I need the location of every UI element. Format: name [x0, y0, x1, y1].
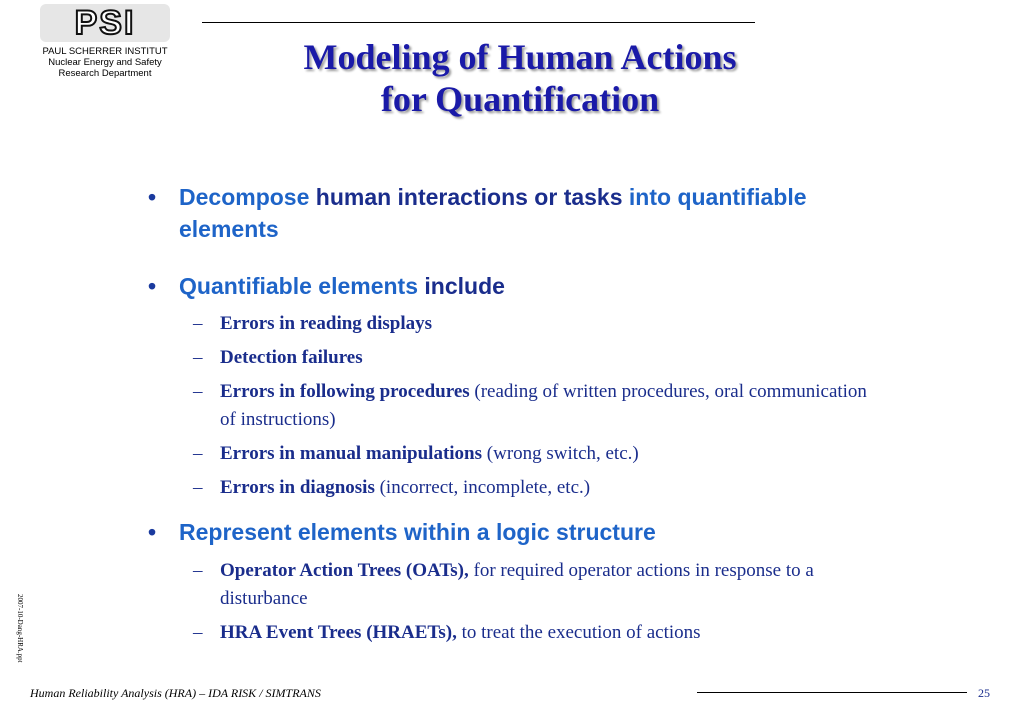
sub-item-bold: Errors in reading displays [220, 313, 433, 334]
bullet-text: Represent elements within a logic structure [179, 519, 656, 545]
dash-marker: – [193, 477, 203, 498]
sub-item-text [220, 310, 880, 338]
dash-marker: – [193, 347, 203, 368]
bullet-marker: • [148, 519, 157, 545]
institute-name: PAUL SCHERRER INSTITUT [42, 46, 168, 57]
footer-text: Human Reliability Analysis (HRA) – IDA RISK / SIMTRANS [30, 686, 321, 700]
sub-item-text [220, 619, 880, 647]
sub-item-bold: Errors in manual manipulations [220, 443, 483, 464]
footer-rule [697, 692, 967, 693]
sub-item-bold: HRA Event Trees (HRAETs), [220, 622, 457, 643]
sub-item-rest: (incorrect, incomplete, etc.) [374, 477, 591, 498]
sub-item-text [220, 474, 880, 502]
title-line-2: for Quantification [380, 79, 660, 119]
bullet-text-part: Quantifiable elements [179, 273, 425, 299]
bullet-text [179, 270, 859, 302]
header-rule [202, 22, 755, 23]
slide-title [200, 36, 840, 120]
title-line-1: Modeling of Human Actions [303, 37, 737, 77]
sub-item-text [220, 344, 880, 372]
page-number: 25 [978, 686, 990, 700]
bullet-text-part: include [424, 273, 505, 299]
sub-item-bold: Detection failures [220, 347, 363, 368]
bullet-text-part: into quantifiable elements [179, 184, 807, 242]
psi-logo-text: PSI [74, 4, 136, 42]
dash-marker: – [193, 560, 203, 581]
bullet-marker: • [148, 184, 157, 210]
sub-item-text [220, 557, 880, 613]
dash-marker: – [193, 443, 203, 464]
sub-item-bold: Errors in diagnosis [220, 477, 375, 498]
dash-marker: – [193, 381, 203, 402]
sub-item-bold: Operator Action Trees (OATs), [220, 560, 469, 581]
sub-item-rest: (wrong switch, etc.) [482, 443, 639, 464]
file-name-note: 2007-10-Dang-HRA.ppt [16, 594, 24, 663]
sub-item-text [220, 378, 880, 434]
sub-item-text [220, 440, 880, 468]
sub-item-rest: (reading of written procedures, oral communication of instructions) [220, 381, 867, 430]
bullet-marker: • [148, 273, 157, 299]
dash-marker: – [193, 622, 203, 643]
bullet-text-part: Decompose [179, 184, 316, 210]
bullet-text [179, 181, 859, 245]
sub-item-bold: Errors in following procedures [220, 381, 470, 402]
sub-item-rest: to treat the execution of actions [456, 622, 701, 643]
department-line-2: Research Department [58, 68, 152, 79]
department-line-1: Nuclear Energy and Safety [48, 57, 162, 68]
bullet-text-part: human interactions or tasks [315, 184, 623, 210]
psi-logo [40, 4, 170, 42]
dash-marker: – [193, 313, 203, 334]
sub-item-rest: for required operator actions in response to a disturbance [220, 560, 814, 609]
psi-logo-block [40, 4, 170, 79]
